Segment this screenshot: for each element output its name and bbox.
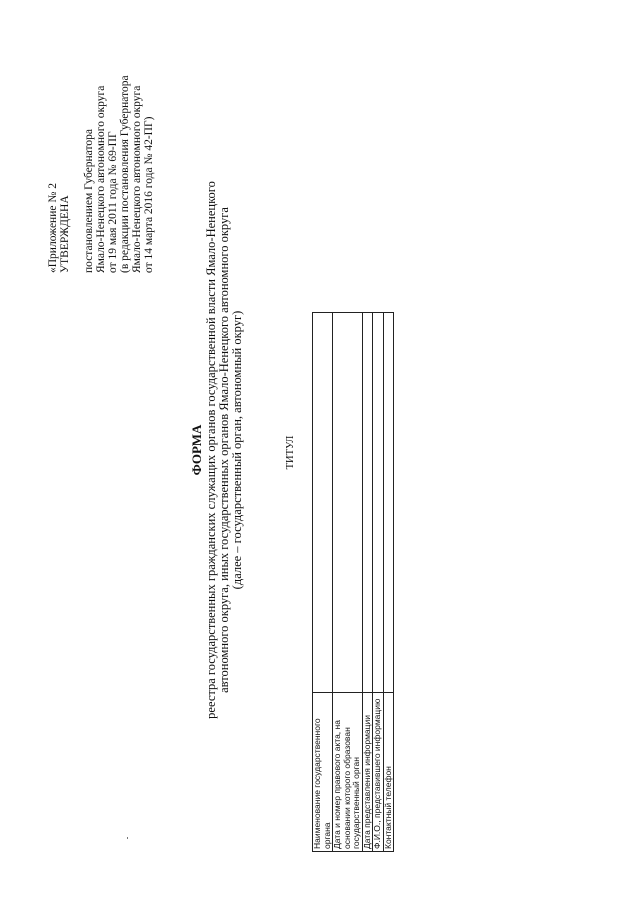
- row-label: Наименование государственного органа: [313, 693, 333, 852]
- row-label: Дата и номер правового акта, на основании которого образован государственный орган: [333, 693, 363, 852]
- row-label: Контактный телефон: [383, 693, 394, 852]
- row-value: [313, 313, 333, 693]
- approval-stamp: [47, 3, 155, 273]
- table-row: [333, 313, 363, 852]
- approval-line: (в редакции постановления Губернатора: [119, 75, 131, 273]
- title-sheet-table: [312, 312, 394, 852]
- form-title-block: [190, 100, 244, 800]
- approval-line: постановлением Губернатора: [83, 129, 95, 273]
- row-value: [362, 313, 373, 693]
- row-value: [383, 313, 394, 693]
- row-value: [333, 313, 363, 693]
- form-title-line: (далее – государственный орган, автономный округ): [230, 310, 244, 590]
- table-row: [362, 313, 373, 852]
- approval-spacer: [71, 3, 83, 273]
- table-row: [373, 313, 384, 852]
- approval-line: УТВЕРЖДЕНА: [59, 195, 71, 273]
- approval-line: Ямало-Ненецкого автономного округа: [95, 85, 107, 273]
- form-title-line: реестра государственных гражданских служащих органов государственной власти Ямало-Ненецкого: [204, 181, 218, 719]
- approval-line: «Приложение № 2: [47, 183, 59, 273]
- approval-line: от 19 мая 2011 года № 69-ПГ: [107, 131, 119, 273]
- form-heading: ФОРМА: [189, 424, 204, 476]
- row-label: Ф.И.О., представившего информацию: [373, 693, 384, 852]
- table-row: [313, 313, 333, 852]
- table-row: [383, 313, 394, 852]
- row-label: Дата представления информации: [362, 693, 373, 852]
- approval-line: Ямало-Ненецкого автономного округа: [131, 85, 143, 273]
- scan-speck: [127, 837, 128, 839]
- row-value: [373, 313, 384, 693]
- section-title: ТИТУЛ: [285, 435, 296, 470]
- approval-line: от 14 марта 2016 года № 42-ПГ): [143, 116, 155, 273]
- form-title-line: автономного округа, иных государственных органов Ямало-Ненецкого автономного округа: [217, 207, 231, 693]
